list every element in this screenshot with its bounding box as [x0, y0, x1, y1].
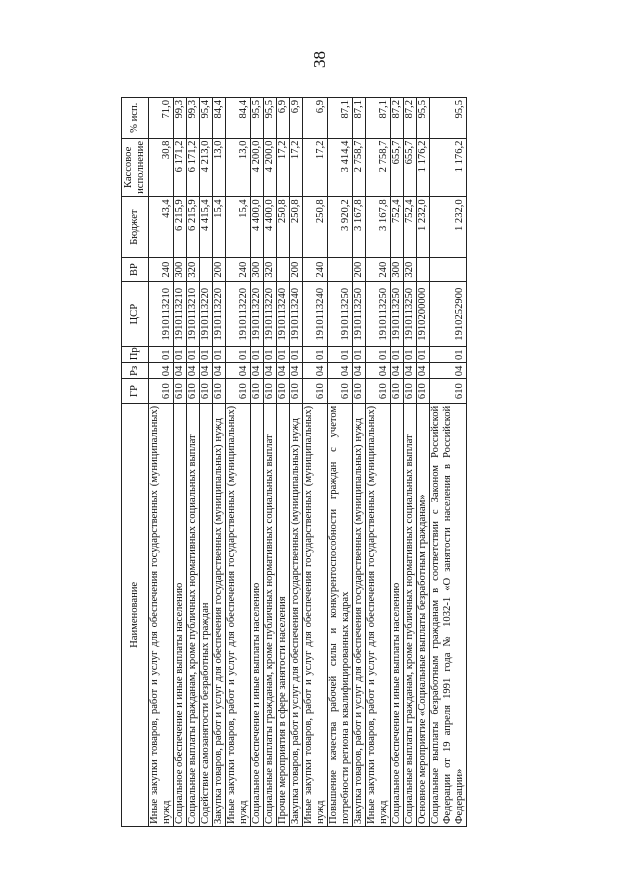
cell-vr: 300 [391, 258, 404, 282]
cell-kassa: 13,0 [213, 138, 226, 197]
cell-name: Закупка товаров, работ и услуг для обеспечения государственных (муниципальных) нужд [353, 403, 366, 826]
cell-name: Закупка товаров, работ и услуг для обеспечения государственных (муниципальных) нужд [290, 403, 303, 826]
cell-rz: 04 [187, 363, 200, 379]
cell-name: Социальное обеспечение и иные выплаты населению [174, 403, 187, 826]
cell-pct: 87,1 [353, 98, 366, 139]
cell-rz: 04 [404, 363, 417, 379]
cell-csr: 1910113240 [277, 282, 290, 347]
header-gr: ГР [122, 379, 149, 403]
cell-csr: 1910113220 [264, 282, 277, 347]
table-row [328, 98, 353, 827]
table-body [149, 98, 467, 827]
cell-pct: 99,3 [174, 98, 187, 139]
cell-pct: 84,4 [213, 98, 226, 139]
cell-vr: 320 [264, 258, 277, 282]
cell-vr [277, 258, 290, 282]
cell-vr: 200 [290, 258, 303, 282]
cell-name: Закупка товаров, работ и услуг для обеспечения государственных (муниципальных) нужд [213, 403, 226, 826]
table-row [187, 98, 200, 827]
cell-vr: 240 [149, 258, 174, 282]
cell-budget: 1 232,0 [430, 197, 467, 258]
cell-csr: 1910113240 [303, 282, 328, 347]
cell-pr: 01 [187, 347, 200, 363]
cell-vr: 240 [226, 258, 251, 282]
cell-pr: 01 [404, 347, 417, 363]
cell-rz: 04 [277, 363, 290, 379]
cell-rz: 04 [353, 363, 366, 379]
cell-kassa: 4 200,0 [251, 138, 264, 197]
table-row [226, 98, 251, 827]
cell-pr: 01 [251, 347, 264, 363]
cell-name: Социальное обеспечение и иные выплаты населению [251, 403, 264, 826]
table-row [149, 98, 174, 827]
cell-vr: 300 [174, 258, 187, 282]
cell-rz: 04 [174, 363, 187, 379]
cell-name: Иные закупки товаров, работ и услуг для обеспечения государственных (муниципальных) нужд [149, 403, 174, 826]
cell-gr: 610 [200, 379, 213, 403]
cell-name: Содействие самозанятости безработных граждан [200, 403, 213, 826]
cell-pr: 01 [149, 347, 174, 363]
cell-pct: 87,2 [391, 98, 404, 139]
cell-budget: 43,4 [149, 197, 174, 258]
cell-budget: 4 400,0 [251, 197, 264, 258]
cell-rz: 04 [328, 363, 353, 379]
cell-gr: 610 [430, 379, 467, 403]
cell-name: Социальные выплаты безработным гражданам в соответствии с Законом Российской Федерации от 19 апреля 1991 года № 1032-1 «О занятости населения в Российской Федерации» [430, 403, 467, 826]
cell-gr: 610 [187, 379, 200, 403]
cell-vr: 320 [404, 258, 417, 282]
cell-pr: 01 [277, 347, 290, 363]
cell-pct: 87,1 [366, 98, 391, 139]
cell-name: Иные закупки товаров, работ и услуг для обеспечения государственных (муниципальных) нужд [366, 403, 391, 826]
table-row [174, 98, 187, 827]
cell-csr: 1910113210 [187, 282, 200, 347]
cell-rz: 04 [200, 363, 213, 379]
cell-csr: 1910200000 [417, 282, 430, 347]
cell-name: Иные закупки товаров, работ и услуг для обеспечения государственных (муниципальных) нужд [303, 403, 328, 826]
cell-pct: 95,4 [200, 98, 213, 139]
cell-pct: 6,9 [303, 98, 328, 139]
cell-pct: 95,5 [251, 98, 264, 139]
cell-budget: 6 215,9 [174, 197, 187, 258]
header-csr: ЦСР [122, 282, 149, 347]
cell-rz: 04 [430, 363, 467, 379]
header-kassa: Кассовое исполнение [122, 138, 149, 197]
cell-pct: 87,1 [328, 98, 353, 139]
cell-name: Социальное обеспечение и иные выплаты населению [391, 403, 404, 826]
cell-csr: 1910113250 [391, 282, 404, 347]
cell-budget: 250,8 [290, 197, 303, 258]
cell-pr: 01 [328, 347, 353, 363]
cell-gr: 610 [303, 379, 328, 403]
cell-budget: 752,4 [391, 197, 404, 258]
cell-vr: 240 [366, 258, 391, 282]
cell-csr: 1910113250 [353, 282, 366, 347]
cell-csr: 1910113250 [404, 282, 417, 347]
table-row [251, 98, 264, 827]
cell-rz: 04 [303, 363, 328, 379]
cell-csr: 1910113220 [226, 282, 251, 347]
cell-pr: 01 [174, 347, 187, 363]
page-number-wrap [304, 28, 336, 78]
cell-vr [430, 258, 467, 282]
cell-gr: 610 [353, 379, 366, 403]
cell-gr: 610 [213, 379, 226, 403]
cell-csr: 1910113210 [174, 282, 187, 347]
cell-name: Социальные выплаты гражданам, кроме публичных нормативных социальных выплат [187, 403, 200, 826]
cell-pct: 99,3 [187, 98, 200, 139]
cell-budget: 4 415,4 [200, 197, 213, 258]
cell-csr: 1910113250 [366, 282, 391, 347]
cell-rz: 04 [290, 363, 303, 379]
cell-gr: 610 [328, 379, 353, 403]
header-budget: Бюджет [122, 197, 149, 258]
cell-pr: 01 [430, 347, 467, 363]
cell-rz: 04 [226, 363, 251, 379]
cell-kassa: 3 414,4 [328, 138, 353, 197]
table-rotation-wrapper [121, 97, 636, 827]
cell-pr: 01 [353, 347, 366, 363]
cell-gr: 610 [264, 379, 277, 403]
cell-pr: 01 [264, 347, 277, 363]
cell-pr: 01 [290, 347, 303, 363]
cell-kassa: 13,0 [226, 138, 251, 197]
cell-kassa: 2 758,7 [366, 138, 391, 197]
table-row [366, 98, 391, 827]
header-vr: ВР [122, 258, 149, 282]
cell-kassa: 17,2 [303, 138, 328, 197]
header-name: Наименование [122, 403, 149, 826]
cell-pct: 95,5 [417, 98, 430, 139]
table-row [391, 98, 404, 827]
cell-kassa: 30,8 [149, 138, 174, 197]
cell-kassa: 6 171,2 [187, 138, 200, 197]
cell-vr: 320 [187, 258, 200, 282]
cell-csr: 1910113220 [213, 282, 226, 347]
cell-kassa: 655,7 [391, 138, 404, 197]
cell-kassa: 1 176,2 [417, 138, 430, 197]
cell-kassa: 655,7 [404, 138, 417, 197]
cell-vr [328, 258, 353, 282]
rotated-page-area [121, 97, 636, 827]
cell-vr [200, 258, 213, 282]
page-number: 38 [310, 51, 329, 68]
cell-gr: 610 [391, 379, 404, 403]
cell-gr: 610 [251, 379, 264, 403]
cell-gr: 610 [404, 379, 417, 403]
cell-csr: 1910113240 [290, 282, 303, 347]
cell-pct: 6,9 [290, 98, 303, 139]
cell-budget: 15,4 [213, 197, 226, 258]
cell-gr: 610 [290, 379, 303, 403]
header-pr: Пр [122, 347, 149, 363]
table-row [417, 98, 430, 827]
cell-name: Социальные выплаты гражданам, кроме публичных нормативных социальных выплат [264, 403, 277, 826]
cell-kassa: 17,2 [277, 138, 290, 197]
cell-gr: 610 [174, 379, 187, 403]
cell-rz: 04 [391, 363, 404, 379]
cell-pr: 01 [366, 347, 391, 363]
cell-kassa: 4 213,0 [200, 138, 213, 197]
cell-budget: 15,4 [226, 197, 251, 258]
cell-pr: 01 [303, 347, 328, 363]
cell-name: Повышение качества рабочей силы и конкурентоспособности граждан с учетом потребности региона в квалифицированных кадрах [328, 403, 353, 826]
cell-budget: 250,8 [277, 197, 290, 258]
cell-kassa: 6 171,2 [174, 138, 187, 197]
cell-rz: 04 [417, 363, 430, 379]
header-pct: % исп. [122, 98, 149, 139]
table-row [277, 98, 290, 827]
cell-vr: 200 [213, 258, 226, 282]
cell-vr [417, 258, 430, 282]
cell-csr: 1910113250 [328, 282, 353, 347]
table-row [264, 98, 277, 827]
table-row [290, 98, 303, 827]
table-row [430, 98, 467, 827]
table-row [303, 98, 328, 827]
cell-budget: 3 167,8 [353, 197, 366, 258]
cell-csr: 1910113220 [200, 282, 213, 347]
table-row [213, 98, 226, 827]
cell-csr: 1910113210 [149, 282, 174, 347]
cell-kassa: 1 176,2 [430, 138, 467, 197]
cell-kassa: 17,2 [290, 138, 303, 197]
cell-pct: 87,2 [404, 98, 417, 139]
header-rz: Рз [122, 363, 149, 379]
cell-pct: 84,4 [226, 98, 251, 139]
cell-pr: 01 [417, 347, 430, 363]
table-header-row [122, 98, 149, 827]
cell-name: Прочие мероприятия в сфере занятости населения [277, 403, 290, 826]
cell-rz: 04 [149, 363, 174, 379]
cell-gr: 610 [149, 379, 174, 403]
cell-budget: 3 920,2 [328, 197, 353, 258]
cell-vr: 300 [251, 258, 264, 282]
cell-pct: 95,5 [264, 98, 277, 139]
cell-budget: 6 215,9 [187, 197, 200, 258]
cell-pct: 6,9 [277, 98, 290, 139]
cell-csr: 1910113220 [251, 282, 264, 347]
table-row [404, 98, 417, 827]
cell-gr: 610 [226, 379, 251, 403]
cell-gr: 610 [366, 379, 391, 403]
cell-pr: 01 [226, 347, 251, 363]
cell-pr: 01 [200, 347, 213, 363]
cell-budget: 4 400,0 [264, 197, 277, 258]
cell-gr: 610 [417, 379, 430, 403]
cell-pct: 71,0 [149, 98, 174, 139]
table-row [200, 98, 213, 827]
cell-rz: 04 [251, 363, 264, 379]
cell-budget: 1 232,0 [417, 197, 430, 258]
cell-name: Иные закупки товаров, работ и услуг для обеспечения государственных (муниципальных) нужд [226, 403, 251, 826]
cell-kassa: 2 758,7 [353, 138, 366, 197]
cell-kassa: 4 200,0 [264, 138, 277, 197]
cell-pct: 95,5 [430, 98, 467, 139]
cell-rz: 04 [264, 363, 277, 379]
cell-rz: 04 [366, 363, 391, 379]
table-row [353, 98, 366, 827]
cell-vr: 240 [303, 258, 328, 282]
budget-table [121, 97, 467, 827]
cell-budget: 752,4 [404, 197, 417, 258]
cell-pr: 01 [391, 347, 404, 363]
cell-budget: 250,8 [303, 197, 328, 258]
cell-name: Основное мероприятие «Социальные выплаты безработным гражданам» [417, 403, 430, 826]
cell-rz: 04 [213, 363, 226, 379]
cell-budget: 3 167,8 [366, 197, 391, 258]
cell-gr: 610 [277, 379, 290, 403]
cell-vr: 200 [353, 258, 366, 282]
cell-name: Социальные выплаты гражданам, кроме публичных нормативных социальных выплат [404, 403, 417, 826]
cell-pr: 01 [213, 347, 226, 363]
cell-csr: 1910252900 [430, 282, 467, 347]
